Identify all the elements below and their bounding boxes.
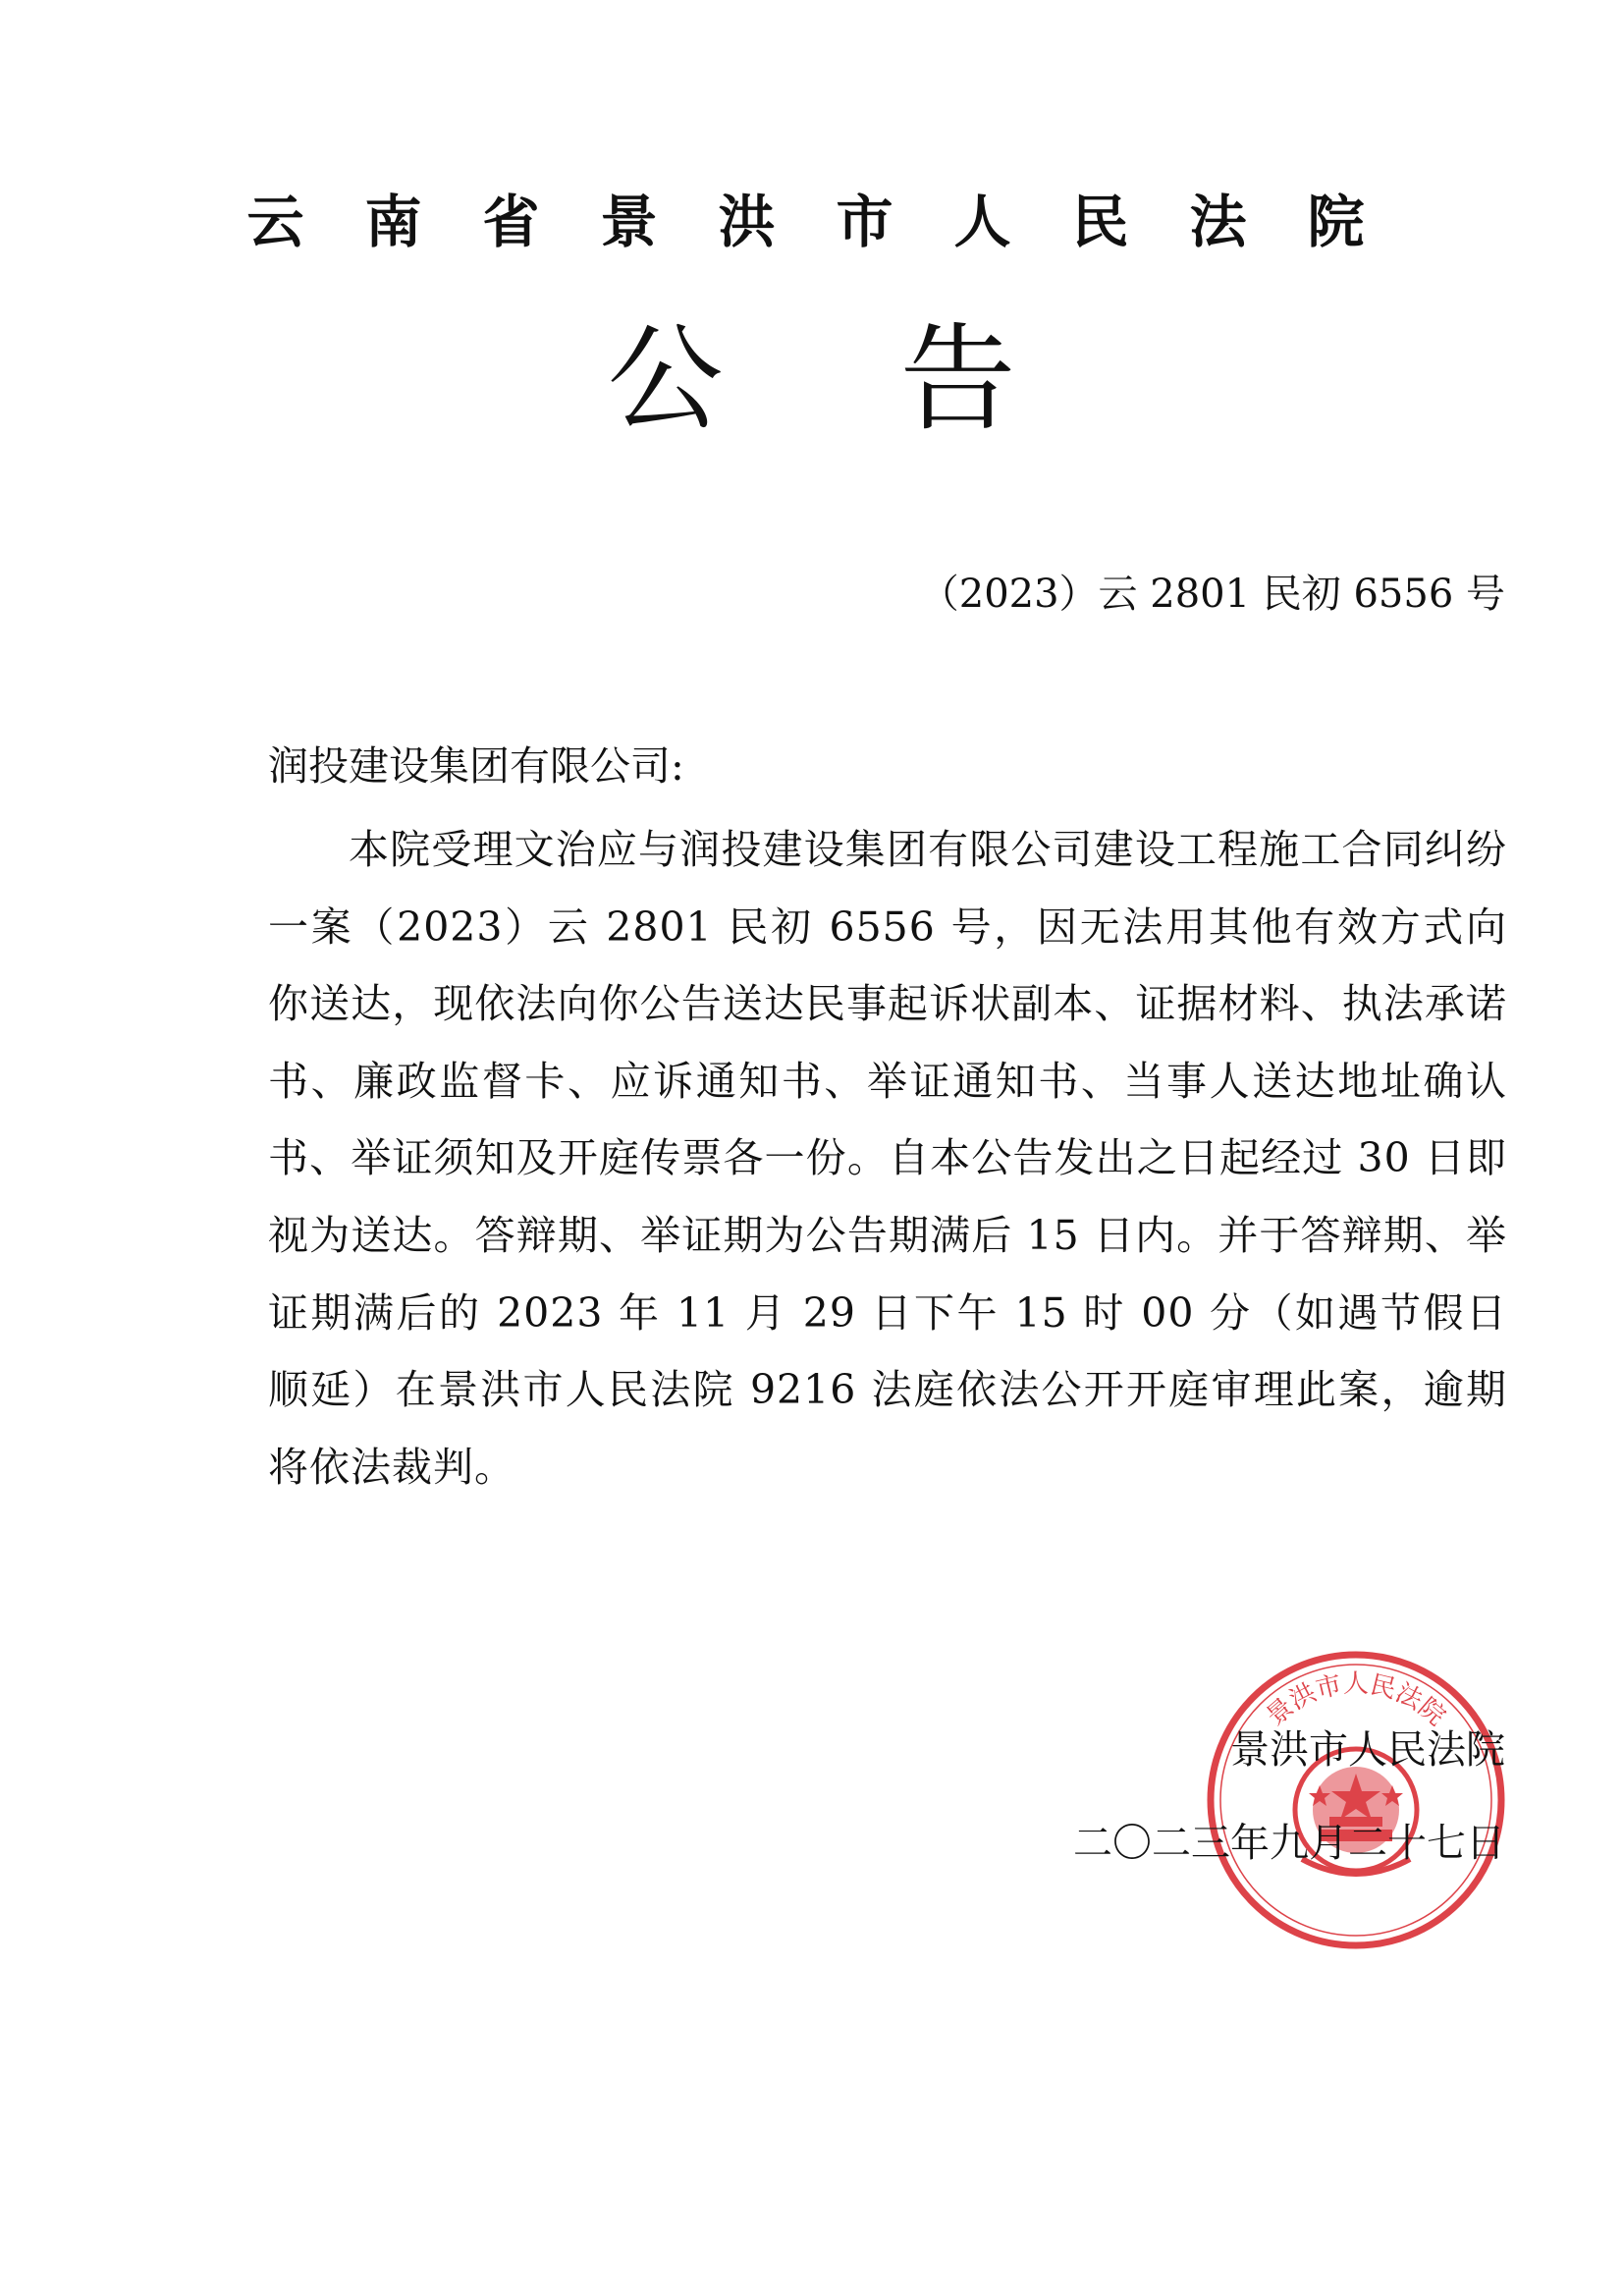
court-seal-stamp (1204, 1648, 1508, 1952)
court-name-heading: 云南省景洪市人民法院 (246, 189, 1426, 255)
addressee: 润投建设集团有限公司: (268, 742, 684, 790)
case-number: （2023）云 2801 民初 6556 号 (919, 572, 1505, 617)
signature-date: 二〇二三年九月二十七日 (1073, 1821, 1505, 1866)
notice-body: 本院受理文治应与润投建设集团有限公司建设工程施工合同纠纷一案（2023）云 2801 民初 6556 号，因无法用其他有效方式向你送达，现依法向你公告送达民事起诉状副本、证据材料、执法承诺书、廉政监督卡、应诉通知书、举证通知书、当事人送达地址确认书、举证须知及开庭传票各一份。自本公告发出之日起经过 30 日即视为送达。答辩期、举证期为公告期满后 15 日内。并于答辩期、举证期满后的 2023 年 11 月 29 日下午 15 时 00 分（如遇节假日顺延）在景洪市人民法院 9216 法庭依法公开开庭审理此案，逾期将依法裁判。 (268, 826, 1507, 1491)
signature-court: 景洪市人民法院 (1230, 1727, 1505, 1773)
seal-text: 景洪市人民法院 (1261, 1669, 1451, 1732)
document-title: 公告 (607, 311, 1193, 447)
